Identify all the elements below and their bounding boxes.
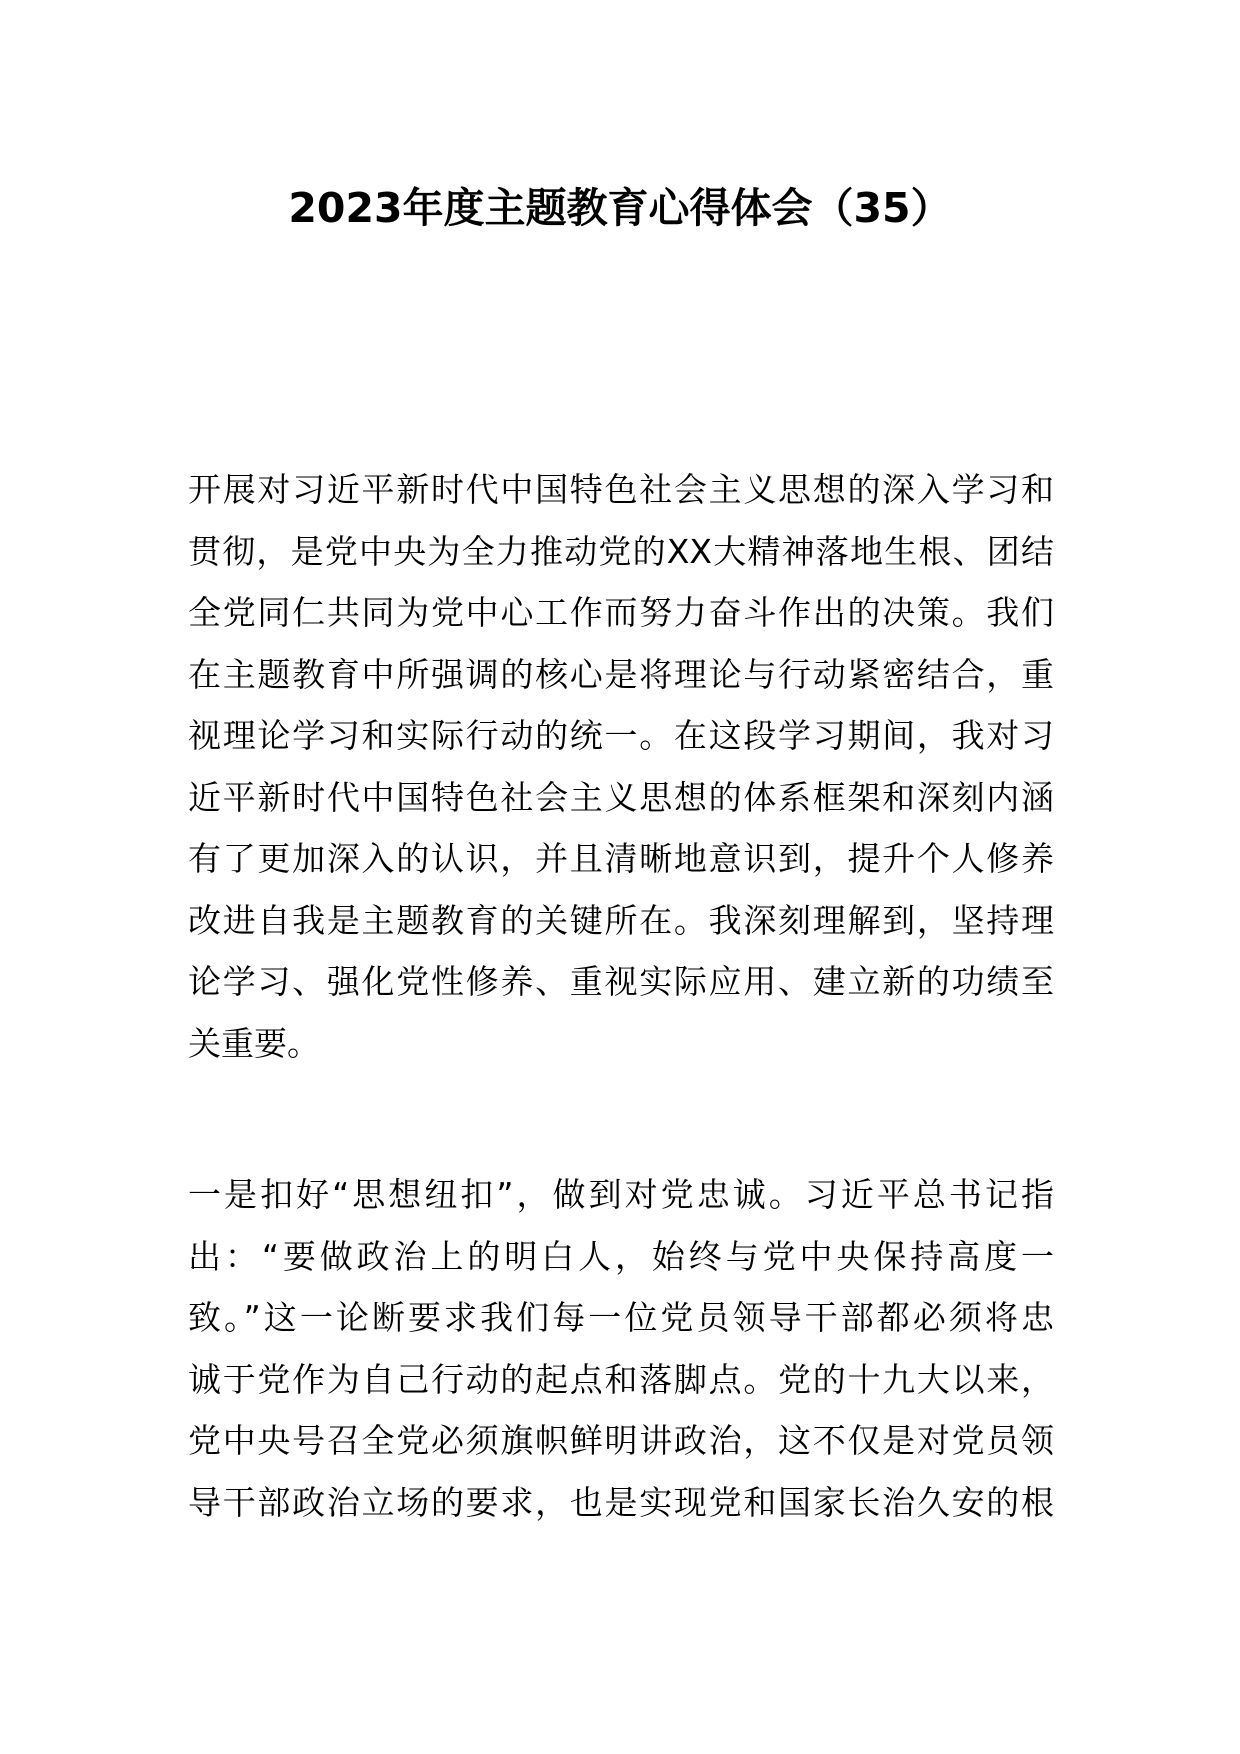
paragraph-line: 开展对习近平新时代中国特色社会主义思想的深入学习和 [188,470,1054,509]
paragraph-line: 一是扣好“思想纽扣”，做到对党忠诚。习近平总书记指 [188,1175,1054,1214]
paragraph-line: 有了更加深入的认识，并且清晰地意识到，提升个人修养 [188,839,1054,878]
paragraph-line: 出：“要做政治上的明白人，始终与党中央保持高度一 [188,1236,1054,1276]
paragraph-line: 近平新时代中国特色社会主义思想的体系框架和深刻内涵 [188,777,1054,817]
paragraph-line: 改进自我是主题教育的关键所在。我深刻理解到，坚持理 [188,900,1054,940]
paragraph-line: 在主题教育中所强调的核心是将理论与行动紧密结合，重 [188,654,1054,694]
paragraph-line: 全党同仁共同为党中心工作而努力奋斗作出的决策。我们 [188,593,1054,632]
paragraph-2 [188,1164,1054,1533]
paragraph-line: 贯彻，是党中央为全力推动党的XX大精神落地生根、团结 [188,531,1054,571]
paragraph-line: 论学习、强化党性修养、重视实际应用、建立新的功绩至 [188,962,1054,1001]
paragraph-1 [188,459,1054,1074]
paragraph-line: 关重要。 [188,1023,320,1063]
paragraph-line: 致。”这一论断要求我们每一位党员领导干部都必须将忠 [188,1298,1054,1337]
paragraph-line: 视理论学习和实际行动的统一。在这段学习期间，我对习 [188,716,1054,755]
paragraph-line: 党中央号召全党必须旗帜鲜明讲政治，这不仅是对党员领 [188,1421,1054,1460]
paragraph-line: 诚于党作为自己行动的起点和落脚点。党的十九大以来， [188,1359,1054,1399]
paragraph-line: 导干部政治立场的要求，也是实现党和国家长治久安的根 [188,1482,1054,1522]
document-title: 2023年度主题教育心得体会（35） [288,184,952,232]
